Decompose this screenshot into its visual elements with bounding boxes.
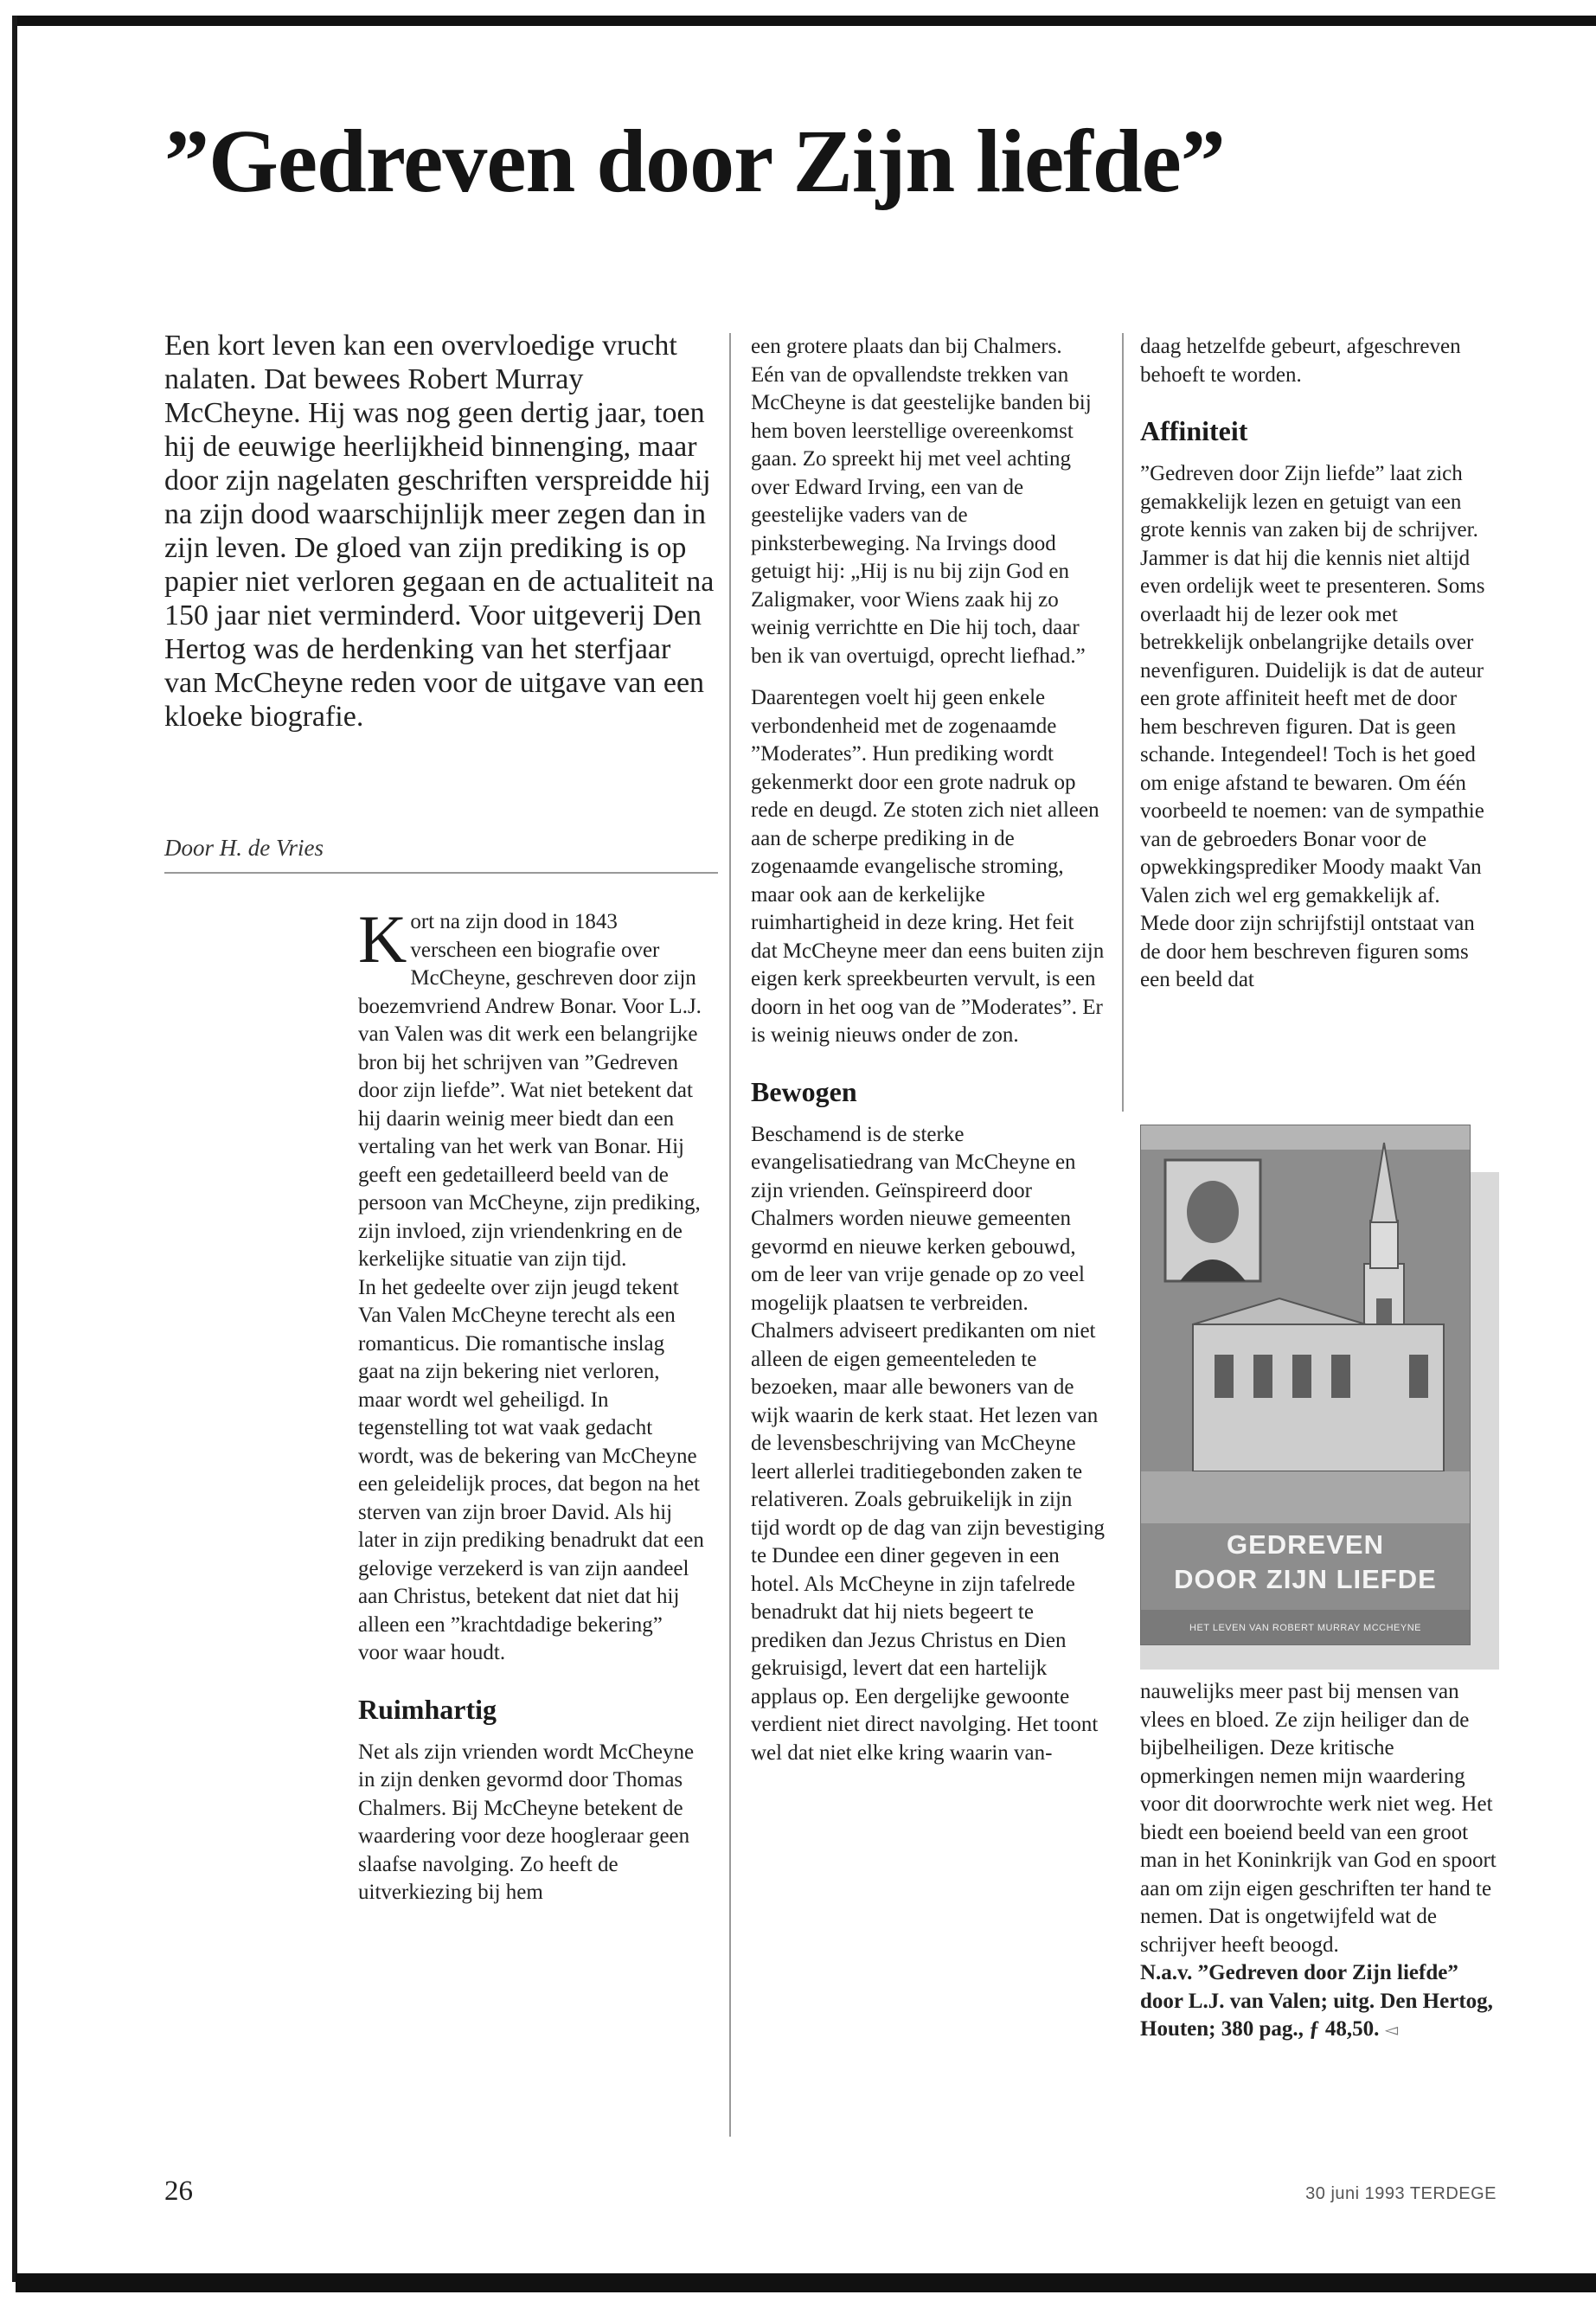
- heading-affiniteit: Affiniteit: [1140, 415, 1248, 446]
- issue-label: 30 juni 1993 TERDEGE: [1305, 2184, 1497, 2203]
- column-divider-1: [729, 333, 731, 2137]
- book-credit-text: N.a.v. ”Gedreven door Zijn liefde” door L.J. van Valen; uitg. Den Hertog, Houten; 380 pag., ƒ 48,50.: [1140, 1961, 1493, 2041]
- cover-title: [1141, 1528, 1470, 1597]
- left-border: [12, 16, 17, 2282]
- book-credit: [1140, 1959, 1499, 2045]
- col3-paragraph-2: ”Gedreven door Zijn liefde” laat zich gemakkelijk lezen en getuigt van een grote kennis van zaken bij de schrijver. Jammer is dat hij die kennis niet altijd even ordelijk weet te presenteren. Soms overlaadt hij de lezer ook met betrekkelijk onbelangrijke details over nevenfiguren. Duidelijk is dat de auteur een grote affiniteit heeft met de door hem beschreven figuren. Dat is geen schande. Integendeel! Toch is het goed om enige afstand te bewaren. Om één voorbeeld te noemen: van de sympathie van de gebroeders Bonar voor de opwekkingsprediker Moody maakt Van Valen zich wel erg gemakkelijk af.: [1140, 462, 1485, 907]
- col1-paragraph-1-text: ort na zijn dood in 1843 verscheen een biografie over McCheyne, geschreven door zijn boezemvriend Andrew Bonar. Voor L.J. van Valen was dit werk een belangrijke bron bij het schrijven van ”Gedreven door zijn liefde”. Wat niet betekent dat hij daarin weinig meer biedt dan een vertaling van het werk van Bonar. Hij geeft een gedetailleerd beeld van de persoon van McCheyne, zijn prediking, zijn invloed, zijn vriendenkring en de kerkelijke situatie van zijn tijd.: [358, 910, 702, 1271]
- col2-paragraph-5: Chalmers adviseert predikanten om niet alleen de eigen gemeenteleden te bezoeken, maar alle bewoners van de wijk waarin de kerk staat. Het lezen van de levensbeschrijving van McCheyne leert allerlei traditiegebonden zaken te relativeren. Zoals gebruikelijk in zijn tijd wordt op de dag van zijn bevestiging te Dundee een diner gegeven in een hotel. Als McCheyne in zijn tafelrede benadrukt dat hij niets begeert te prediken dan Jezus Christus en Dien gekruisigd, levert dat een hartelijk applaus op. Een dergelijke gewoonte verdient niet direct navolging. Het toont wel dat niet elke kring waarin van-: [751, 1319, 1105, 1765]
- drop-cap: K: [358, 901, 407, 977]
- col3-paragraph-1: daag hetzelfde gebeurt, afgeschreven behoeft te worden.: [1140, 335, 1461, 387]
- byline-divider: [164, 872, 718, 874]
- column-divider-2: [1122, 333, 1124, 1112]
- col2-paragraph-4: Beschamend is de sterke evangelisatiedrang van McCheyne en zijn vrienden. Geïnspireerd door Chalmers worden nieuwe gemeenten gevormd en nieuwe kerken gebouwd, om de leer van vrije genade op zo veel mogelijk plaatsen te verbreiden.: [751, 1122, 1085, 1315]
- col1-paragraph-3: Net als zijn vrienden wordt McCheyne in zijn denken gevormd door Thomas Chalmers. Bij McCheyne betekent de waardering voor deze hoogleraar geen slaafse navolging. Zo heeft de uitverkiezing bij hem: [358, 1740, 695, 1904]
- col3-paragraph-3: Mede door zijn schrijfstijl ontstaat van de door hem beschreven figuren soms een beeld dat: [1140, 912, 1475, 991]
- col2-paragraph-2: Eén van de opvallendste trekken van McCheyne is dat geestelijke banden bij hem boven leerstellige overeenkomst gaan. Zo spreekt hij met veel achting over Edward Irving, een van de geestelijke vaders van de pinksterbeweging. Na Irvings dood getuigt hij: „Hij is nu bij zijn God en Zaligmaker, voor Wiens zaak hij zo weinig verrichtte en Die hij toch, daar ben ik van overtuigd, oprecht liefhad.”: [751, 362, 1092, 668]
- col2-paragraph-1: een grotere plaats dan bij Chalmers.: [751, 335, 1062, 358]
- cover-title-line-2: DOOR ZIJN LIEFDE: [1174, 1564, 1437, 1594]
- cover-subtitle: HET LEVEN VAN ROBERT MURRAY MCCHEYNE: [1189, 1623, 1421, 1633]
- top-border: [16, 16, 1596, 26]
- page-number: 26: [164, 2176, 193, 2207]
- column-2: [751, 333, 1106, 2141]
- cover-title-line-1: GEDREVEN: [1227, 1529, 1384, 1560]
- article-title: ”Gedreven door Zijn liefde”: [164, 112, 1225, 211]
- column-3: [1140, 333, 1499, 1112]
- book-cover-image: [1140, 1125, 1471, 1645]
- byline: Door H. de Vries: [164, 835, 324, 861]
- column-3-continued: [1140, 1678, 1499, 2145]
- col1-paragraph-2: In het gedeelte over zijn jeugd tekent Van Valen McCheyne terecht als een romanticus. Die romantische inslag gaat na zijn bekering niet verloren, maar wordt wel geheiligd. In tegenstelling tot wat vaak gedacht wordt, was de bekering van McCheyne een geleidelijk proces, dat begon na het sterven van zijn broer David. Als hij later in zijn prediking benadrukt dat een gelovige verzekerd is van zijn aandeel aan Christus, betekent dat niet dat hij alleen een ”krachtdadige bekering” voor waar houdt.: [358, 1275, 704, 1664]
- column-1: [358, 901, 704, 2145]
- heading-bewogen: Bewogen: [751, 1075, 857, 1107]
- col1-paragraph-1: [358, 901, 704, 1274]
- article-intro: Een kort leven kan een overvloedige vrucht nalaten. Dat bewees Robert Murray McCheyne. Hij was nog geen dertig jaar, toen hij de eeuwige heerlijkheid binnenging, maar door zijn nagelaten geschriften verspreidde hij na zijn dood waarschijnlijk meer zegen dan in zijn leven. De gloed van zijn prediking is op papier niet verloren gegaan en de actualiteit na 150 jaar niet verminderd. Voor uitgeverij Den Hertog was de herdenking van het sterfjaar van McCheyne reden voor de uitgave van een kloeke biografie.: [164, 330, 715, 733]
- heading-ruimhartig: Ruimhartig: [358, 1693, 497, 1725]
- col2-paragraph-3: Daarentegen voelt hij geen enkele verbondenheid met de zogenaamde ”Moderates”. Hun prediking wordt gekenmerkt door een grote nadruk op rede en deugd. Ze stoten zich niet alleen aan de scherpe prediking in de zogenaamde evangelische stroming, maar ook aan de kerkelijke ruimhartigheid in deze kring. Het feit dat McCheyne meer dan eens buiten zijn eigen kerk spreekbeurten vervult, is een doorn in het oog van de ”Moderates”. Er is weinig nieuws onder de zon.: [751, 686, 1105, 1047]
- bottom-border: [16, 2273, 1596, 2292]
- end-mark: ◅: [1384, 2021, 1399, 2040]
- col3b-paragraph-1: nauwelijks meer past bij mensen van vlees en bloed. Ze zijn heiliger dan de bijbelheiligen. Deze kritische opmerkingen nemen mijn waardering voor dit doorwrochte werk niet weg. Het biedt een boeiend beeld van een groot man in het Koninkrijk van God en spoort aan om zijn eigen geschriften ter hand te nemen. Dat is ongetwijfeld wat de schrijver heeft beoogd.: [1140, 1680, 1497, 1957]
